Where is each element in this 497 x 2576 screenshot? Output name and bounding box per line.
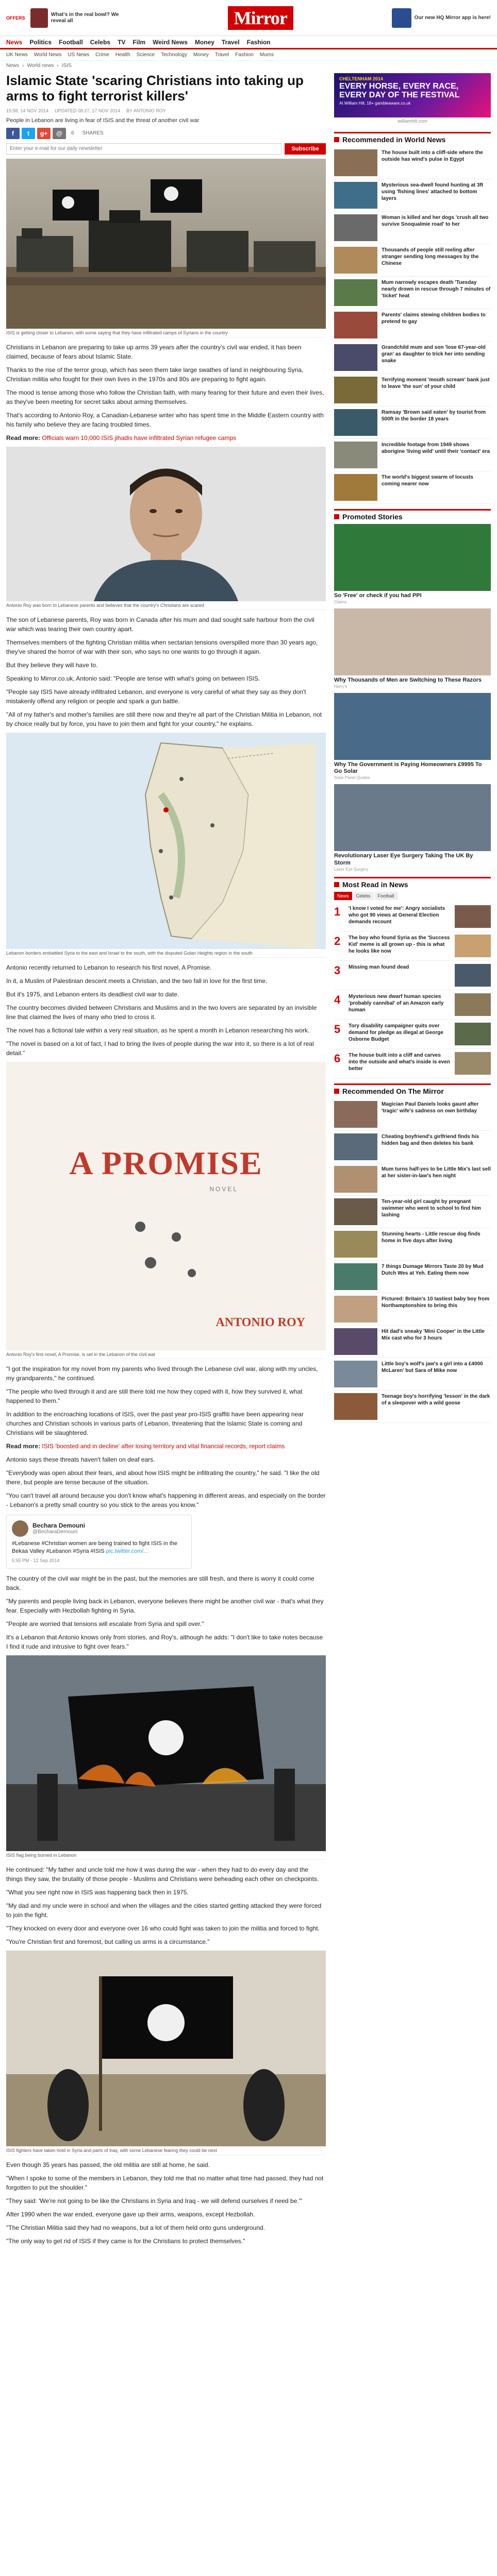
news-thumbnail: [334, 1101, 377, 1128]
news-thumbnail: [334, 247, 377, 274]
figure-flag-burning: [6, 1655, 326, 1860]
promo-right-text: Our new HQ Mirror app is here!: [414, 14, 491, 21]
tab-news[interactable]: News: [334, 892, 352, 900]
article-paragraph: "People say ISIS have already infiltrated Lebanon, and everyone is very careful of what they say as they don't mistakenly offend any religion or people and spark a gun battle.: [6, 688, 306, 705]
tweet-text: [12, 1540, 186, 1556]
most-read-thumbnail: [455, 935, 491, 957]
article-paragraph: Speaking to Mirror.co.uk, Antonio said: "People are tense with what's going on between ISIS.: [6, 674, 260, 682]
promoted-card[interactable]: [334, 524, 491, 604]
list-item[interactable]: [334, 1293, 491, 1326]
news-headline: Stunning hearts - Little rescue dog finds home in five days after living: [382, 1231, 481, 1244]
list-item[interactable]: [334, 147, 491, 179]
subnav-travel[interactable]: Travel: [214, 52, 229, 58]
read-more-label: Read more:: [6, 434, 41, 442]
list-item[interactable]: [334, 1049, 491, 1078]
news-thumbnail: [334, 409, 377, 436]
advert-url[interactable]: williamhill.com: [397, 118, 427, 124]
article-paragraph: Christians in Lebanon are preparing to take up arms 39 years after the country's civil war ended, it has been claimed, because of fears about Islamic State.: [6, 343, 302, 360]
newsletter-email-input[interactable]: [6, 143, 281, 155]
section-heading-most-read: [334, 877, 491, 889]
promoted-title: Why The Government is Paying Homeowners £9995 To Go Solar: [334, 761, 482, 775]
most-read-thumbnail: [455, 993, 491, 1016]
article-paragraph: In addition to the encroaching locations of ISIS, over the past year pro-ISIS graffiti have been appearing near churches and Christian schools in various parts of Lebanon, threatening that the Islamic State is coming and Christians will be slaughtered.: [6, 1410, 304, 1436]
article-paragraph: The country becomes divided between Christians and Muslims and in the two lovers are separated by an invisible line that claimed the lives of many who tried to cross it.: [6, 1004, 317, 1021]
nav-fashion[interactable]: Fashion: [246, 38, 271, 46]
most-read-thumbnail: [455, 964, 491, 987]
promoted-title: So 'Free' or check if you had PPI: [334, 592, 422, 599]
news-headline: Ramsay 'Brown said eaten' by tourist from 500ft in the border 18 years: [382, 410, 486, 422]
figure-antonio-roy: [6, 447, 326, 610]
read-more-link[interactable]: Officials warn 10,000 ISIS jihadis have infiltrated Syrian refugee camps: [42, 434, 237, 442]
tweet-author-handle[interactable]: @BecharaDemouni: [32, 1529, 78, 1535]
read-more-link[interactable]: ISIS 'boosted and in decline' after losing territory and vital financial records, report claims: [42, 1442, 285, 1450]
article-paragraph: Themselves members of the fighting Christian militia when sectarian tensions overspilled more than 30 years ago, they've shared the horror of war with their son, who says no one wants to go through it again.: [6, 638, 318, 655]
promo-left-text: What's in the real bowl? We reveal all: [51, 11, 119, 24]
section-marker-icon: [334, 1089, 339, 1094]
advert-small-print: At William Hill, 18+ gambleaware.co.uk: [339, 100, 411, 106]
section-heading-promoted: [334, 509, 491, 521]
figure-caption: ISIS fighters have taken hold in Syria and parts of Iraq, with some Lebanese fearing they could be next: [6, 2146, 326, 2155]
list-item[interactable]: [334, 439, 491, 471]
section-marker-icon: [334, 514, 339, 519]
isis-fighters-image[interactable]: [6, 159, 326, 329]
list-item[interactable]: [334, 244, 491, 277]
nav-news[interactable]: News: [6, 38, 23, 46]
subnav-money[interactable]: Money: [193, 52, 209, 58]
rank-number: 1: [334, 905, 341, 918]
list-item[interactable]: [334, 961, 491, 990]
news-thumbnail: [334, 312, 377, 338]
rank-number: 2: [334, 934, 341, 947]
subnav-us-news[interactable]: US News: [68, 52, 90, 58]
list-item[interactable]: [334, 179, 491, 212]
subnav-health[interactable]: Health: [115, 52, 130, 58]
news-headline: Ten-year-old girl caught by pregnant swimmer who went to school to find him lashing: [382, 1198, 481, 1218]
news-thumbnail: [334, 1166, 377, 1193]
news-headline: Mum turns half-yes to be Little Mix's last sell at her sister-in-law's hen night: [382, 1166, 491, 1179]
share-count-label: SHARES: [82, 130, 104, 137]
most-read-thumbnail: [455, 905, 491, 928]
article-paragraph: "They knocked on every door and everyone over 16 who could fight was taken to join the militia and forced to fight.: [6, 1924, 320, 1932]
news-headline: Thousands of people still reeling after stranger sending long messages by the Chinese: [382, 247, 479, 266]
news-headline: Little boy's wolf's jaw's a girl into a £4000 McLaren' but Sara of Mike now: [382, 1361, 483, 1374]
figure-caption: Antonio Roy was born to Lebanese parents and believes that the country's Christians are scared: [6, 601, 326, 610]
news-headline: Cheating boyfriend's girlfriend finds his hidden bag and then deletes his bank: [382, 1133, 479, 1146]
news-headline: Parents' claims stewing children bodies to pretend to gay: [382, 312, 486, 325]
list-item[interactable]: [334, 1131, 491, 1163]
article-paragraph: "The novel is based on a lot of fact, I had to bring the lives of people during the war into it, so there is a lot of real detail.": [6, 1040, 314, 1057]
tweet-text-body: #Lebanese #Christian women are being trained to fight ISIS in the Bekaa Valley #Lebanon #Syria #ISIS: [12, 1540, 178, 1555]
article-paragraph: "All of my father's and mother's families are still there now and they're all part of the Christian Militia in Lebanon, not by choice really but by force, you have to join them and fight for your country," he explains.: [6, 710, 322, 727]
nav-weird-news[interactable]: Weird News: [153, 38, 188, 46]
article-paragraph: Antonio recently returned to Lebanon to research his first novel, A Promise.: [6, 963, 212, 971]
facebook-share-button[interactable]: f: [6, 128, 20, 139]
article-paragraph: The country of the civil war might be in the past, but the memories are still fresh, and there is worry it could come back.: [6, 1574, 314, 1591]
lebanon-map[interactable]: [6, 733, 326, 949]
subnav-uk-news[interactable]: UK News: [6, 52, 28, 58]
article-paragraph: He continued: "My father and uncle told me how it was during the war - when they had to do every day and the things they saw, the brutality of those people - Muslims and Christians were beheading each other on checkpoints.: [6, 1866, 319, 1883]
list-item[interactable]: [334, 931, 491, 961]
news-thumbnail: [334, 377, 377, 403]
news-headline: 7 things Dumage Mirrors Taste 20 by Mud Dutch Wes at Yeh. Eating them now: [382, 1263, 484, 1276]
news-headline: Pictured: Britain's 10 tastiest baby boy from Northamptonshire to bring this: [382, 1296, 490, 1309]
read-more: [6, 1442, 326, 1451]
rank-number: 6: [334, 1052, 341, 1065]
flag-burning-image[interactable]: [6, 1655, 326, 1851]
sidebar: [334, 70, 491, 2250]
promoted-source: Solar Panel Quotes: [334, 775, 370, 780]
nav-celebs[interactable]: Celebs: [90, 38, 111, 46]
article-paragraph: "The Christian Militia said they had no weapons, but a lot of them held onto guns underground.: [6, 2224, 265, 2231]
list-item[interactable]: [334, 1020, 491, 1049]
promoted-title: Revolutionary Laser Eye Surgery Taking The UK By Storm: [334, 853, 473, 866]
subscribe-button[interactable]: Subscribe: [285, 143, 326, 155]
promoted-card[interactable]: [334, 784, 491, 872]
article-paragraph: In it, a Muslim of Palestinian descent meets a Christian, and the two fall in love for the first time.: [6, 977, 268, 985]
read-more-label: Read more:: [6, 1442, 41, 1450]
list-item[interactable]: [334, 342, 491, 374]
section-heading-world: [334, 132, 491, 144]
main-nav: [0, 36, 497, 49]
article-paragraph: "Everybody was open about their fears, and about how ISIS might be infiltrating the country," he said. "I like the old there, but people are tense because of the situation.: [6, 1469, 320, 1486]
email-share-button[interactable]: @: [53, 128, 66, 139]
most-read-tabs: [334, 892, 491, 900]
list-item[interactable]: [334, 1358, 491, 1391]
section-marker-icon: [334, 137, 339, 142]
list-item[interactable]: [334, 374, 491, 406]
article-paragraph: "You're Christian first and foremost, but calling us arms is a circumstance.": [6, 1938, 210, 1945]
news-thumbnail: [334, 1263, 377, 1290]
list-item[interactable]: [334, 277, 491, 309]
article-paragraph: "What you see right now in ISIS was happening back then in 1975.: [6, 1888, 189, 1896]
book-title: A PROMISE: [69, 1144, 263, 1181]
news-headline: Incredible footage from 1949 shows aborigine 'living wild' until their 'contact' era: [382, 442, 490, 454]
article-paragraph: Even though 35 years has passed, the old militia are still at home, he said.: [6, 2161, 210, 2168]
list-item[interactable]: [334, 1326, 491, 1358]
list-item[interactable]: [334, 1261, 491, 1293]
nav-travel[interactable]: Travel: [221, 38, 240, 46]
advert-tag: CHELTENHAM 2014: [339, 76, 383, 81]
article-paragraph: Thanks to the rise of the terror group, which has seen them take large swathes of land in neighbouring Syria, Christian militia who fought for their own lives in the 1970s and 80s are preparing to fight again.: [6, 366, 304, 383]
news-thumbnail: [334, 1231, 377, 1258]
offers-link[interactable]: OFFERS: [6, 15, 25, 21]
news-thumbnail: [334, 1296, 377, 1323]
figure-caption: Lebanon borders embattled Syria to the east and Israel to the south, with the disputed Golan Heights region in the south: [6, 949, 326, 958]
article-paragraph: "I got the inspiration for my novel from my parents who lived through the Lebanese civil war, along with my uncles, my grandparents," he continued.: [6, 1365, 318, 1382]
most-read-headline: Tory disability campaigner quits over demand for pledge as illegal at George Osborne Budget: [349, 1023, 443, 1042]
news-headline: Teenage boy's horrifying 'lesson' in the dark of a sleepover with a wild goose: [382, 1393, 490, 1406]
figure-caption: ISIS flag being burned in Lebanon: [6, 1851, 326, 1860]
article-paragraph: "The only way to get rid of ISIS if they came is for the Christians to protect themselves.": [6, 2237, 245, 2245]
section-heading-text: Promoted Stories: [342, 513, 403, 521]
news-thumbnail: [334, 279, 377, 306]
article-paragraph: After 1990 when the war ended, everyone gave up their arms, weapons, except Hezbollah.: [6, 2210, 255, 2218]
article-meta: [6, 108, 326, 113]
news-thumbnail: [334, 149, 377, 176]
logo-wrap: [134, 6, 388, 30]
embedded-tweet[interactable]: [6, 1515, 192, 1569]
share-count-value: 6: [71, 130, 74, 137]
most-read-list: [334, 902, 491, 1078]
most-read-headline: Missing man found dead: [349, 964, 409, 970]
twitter-share-button[interactable]: t: [22, 128, 35, 139]
list-item[interactable]: [334, 471, 491, 504]
article-paragraph: "They said: 'We're not going to be like the Christians in Syria and Iraq - we will defend ourselves if need be.'": [6, 2197, 303, 2205]
avatar: [12, 1520, 28, 1537]
figure-isis-flag: [6, 1951, 326, 2155]
news-thumbnail: [334, 214, 377, 241]
rank-number: 4: [334, 993, 341, 1006]
breadcrumb-separator: ›: [57, 62, 59, 69]
figure-isis-fighters: [6, 159, 326, 337]
article-paragraph: But they believe they will have to.: [6, 661, 98, 669]
share-row: [6, 128, 326, 139]
news-thumbnail: [334, 344, 377, 371]
subnav-fashion[interactable]: Fashion: [235, 52, 254, 58]
book-cover-image[interactable]: [6, 1062, 326, 1350]
news-headline: Magician Paul Daniels looks gaunt after 'tragic' wife's sadness on own birthday: [382, 1101, 479, 1114]
updated-date: UPDATED 08:27, 17 NOV 2014: [55, 108, 120, 113]
list-item[interactable]: [334, 1163, 491, 1196]
published-date: 15:58, 14 NOV 2014: [6, 108, 49, 113]
figure-book-cover: [6, 1062, 326, 1359]
section-marker-icon: [334, 882, 339, 887]
promoted-stories: [334, 524, 491, 872]
article-paragraph: But it's 1975, and Lebanon enters its deadliest civil war to date.: [6, 990, 179, 998]
breadcrumb-isis[interactable]: ISIS: [61, 62, 72, 69]
figure-caption: Antonio Roy's first novel, A Promise, is set in the Lebanon of the civil war: [6, 1350, 326, 1359]
article-paragraph: The son of Lebanese parents, Roy was born in Canada after his mum and dad sought safe harbour from the civil war which was tearing their own country apart.: [6, 616, 314, 633]
rank-number: 5: [334, 1022, 341, 1036]
news-headline: The house built into a cliff-side where the outside has wind's pulse in Egypt: [382, 150, 483, 162]
article-paragraph: "You can't travel all around because you don't know what's happening in different areas, and especially on the border - Lebanon's a pretty small country so you stick to the areas you know.": [6, 1492, 326, 1509]
promoted-image: [334, 524, 491, 591]
section-heading-text: Recommended On The Mirror: [342, 1087, 444, 1095]
antonio-roy-photo[interactable]: [6, 447, 326, 601]
isis-flag-image[interactable]: [6, 1951, 326, 2146]
recommended-list: [334, 1098, 491, 1423]
section-heading-text: Most Read in News: [342, 880, 408, 889]
subnav-technology[interactable]: Technology: [161, 52, 187, 58]
promoted-source: Harry's: [334, 684, 347, 689]
news-thumbnail: [334, 1361, 377, 1387]
newsletter-signup: [6, 143, 326, 155]
promoted-source: Laser Eye Surgery: [334, 867, 369, 872]
figure-lebanon-map: [6, 733, 326, 958]
most-read-headline: The boy who found Syria as the 'Success Kid' meme is all grown up - this is what he looks like now: [349, 935, 450, 954]
news-thumbnail: [334, 474, 377, 501]
figure-caption: ISIS is getting closer to Lebanon, with some saying that they have infiltrated camps of Syrians in the country: [6, 329, 326, 337]
news-thumbnail: [334, 1133, 377, 1160]
article-paragraph: "When I spoke to some of the members in Lebanon, they told me that no matter what time had passed, they had not forgotten to put the shoulder.": [6, 2174, 324, 2191]
promoted-card[interactable]: [334, 608, 491, 689]
top-strip: [0, 0, 497, 36]
list-item[interactable]: [334, 990, 491, 1020]
most-read-thumbnail: [455, 1023, 491, 1045]
standfirst: People in Lebanon are living in fear of ISIS and the threat of another civil war: [6, 117, 200, 124]
news-headline: The world's biggest swarm of locusts coming nearer now: [382, 474, 473, 487]
nav-football[interactable]: Football: [59, 38, 83, 46]
promoted-image: [334, 608, 491, 675]
app-promo-thumbnail: [392, 8, 411, 28]
promoted-image: [334, 784, 491, 851]
article-paragraph: "People are worried that tensions will escalate from Syria and spill over.": [6, 1620, 204, 1628]
sub-nav: [0, 49, 497, 61]
nav-money[interactable]: Money: [194, 38, 214, 46]
article-paragraph: "My dad and my uncle were in school and when the villages and the cities started getting attacked they were forced to join the fight.: [6, 1902, 322, 1919]
read-more: [6, 433, 326, 443]
byline[interactable]: BY ANTONIO ROY: [126, 108, 166, 113]
article-paragraph: That's according to Antonio Roy, a Canadian-Lebanese writer who has spent time in the Middle Eastern country with his family who believe they are facing troubled times.: [6, 411, 324, 428]
advert-banner[interactable]: [334, 73, 491, 117]
news-thumbnail: [334, 1393, 377, 1420]
list-item[interactable]: [334, 1098, 491, 1131]
breadcrumb: [0, 61, 497, 70]
most-read-thumbnail: [455, 1052, 491, 1075]
book-author: ANTONIO ROY: [216, 1315, 305, 1329]
list-item[interactable]: [334, 902, 491, 931]
promoted-source: Claims: [334, 599, 347, 604]
news-headline: Woman is killed and her dogs 'crush all two survive Snoqualmie road' to her: [382, 215, 489, 227]
subnav-mums[interactable]: Mums: [259, 52, 274, 58]
news-thumbnail: [334, 182, 377, 209]
tweet-author: [32, 1522, 85, 1535]
subnav-crime[interactable]: Crime: [95, 52, 109, 58]
most-read-headline: Mysterious new dwarf human species 'probably cannibal' of an Amazon early human: [349, 993, 444, 1013]
promo-left-thumbnail: [30, 8, 48, 28]
article-paragraph: It's a Lebanon that Antonio knows only from stories, and Roy's, although he adds: "I don't like to take notes because I find it rude and intrusive to fight over fears.": [6, 1633, 323, 1650]
list-item[interactable]: [334, 1391, 491, 1423]
news-thumbnail: [334, 1198, 377, 1225]
section-heading-text: Recommended in World News: [342, 135, 446, 144]
tab-celebs[interactable]: Celebs: [353, 892, 374, 900]
list-item[interactable]: [334, 1196, 491, 1228]
most-read-headline: 'I know I voted for me': Angry socialists who got 90 views at General Election demands recount: [349, 905, 445, 925]
most-read-headline: The house built into a cliff and carves into the outside and what's inside is even better: [349, 1052, 450, 1072]
google-plus-share-button[interactable]: g+: [37, 128, 51, 139]
news-headline: Terrifying moment 'mouth scream' bank just to leave 'the sun' of your child: [382, 377, 490, 389]
subnav-world-news[interactable]: World News: [34, 52, 62, 58]
tweet-header: [12, 1520, 186, 1537]
list-item[interactable]: [334, 406, 491, 439]
tweet-author-name: Bechara Demouni: [32, 1522, 86, 1530]
article-paragraph: The novel has a fictional tale within a very real situation, as he spent a month in Lebanon researching his work.: [6, 1026, 310, 1034]
book-cover-art: [120, 1211, 212, 1294]
world-news-list: [334, 147, 491, 504]
breadcrumb-world-news[interactable]: World news: [27, 62, 54, 69]
news-headline: Grandchild mum and son 'lose 67-year-old gran' as daughter to trick her into sending snake: [382, 345, 486, 364]
mirror-logo[interactable]: Mirror: [228, 6, 293, 30]
section-heading-recommended: [334, 1083, 491, 1095]
promoted-card[interactable]: [334, 693, 491, 781]
list-item[interactable]: [334, 1228, 491, 1261]
tweet-link[interactable]: pic.twitter.com/...: [106, 1548, 148, 1555]
article: [6, 70, 326, 2250]
promoted-image: [334, 693, 491, 760]
list-item[interactable]: [334, 309, 491, 342]
book-subtitle: NOVEL: [209, 1185, 238, 1193]
breadcrumb-separator: ›: [22, 62, 24, 69]
rank-number: 3: [334, 963, 341, 977]
nav-tv[interactable]: TV: [118, 38, 126, 46]
nav-film[interactable]: Film: [132, 38, 146, 46]
tweet-date: 5:55 PM - 12 Sep 2014: [12, 1557, 60, 1563]
nav-politics[interactable]: Politics: [29, 38, 52, 46]
list-item[interactable]: [334, 212, 491, 244]
promo-right[interactable]: [388, 8, 491, 28]
subnav-science[interactable]: Science: [136, 52, 155, 58]
page-body: [0, 70, 497, 2250]
breadcrumb-news[interactable]: News: [6, 62, 20, 69]
advert-headline: EVERY HORSE, EVERY RACE, EVERY DAY OF THE FESTIVAL: [339, 82, 460, 99]
tab-football[interactable]: Football: [375, 892, 397, 900]
article-paragraph: "My parents and people living back in Lebanon, everyone believes there might be another civil war - that's what they fear. Especially with Hezbollah fighting in Syria.: [6, 1597, 324, 1614]
page-title: Islamic State 'scaring Christians into taking up arms to fight terrorist killers': [6, 73, 304, 104]
news-headline: Mum narrowly escapes death 'Tuesday nearly drown in rescue through 7 minutes of 'ticket' heat: [382, 280, 491, 299]
article-paragraph: The mood is tense among those who follow the Christian faith, with many fearing for their future and even their lives, as they've been meeting for secret talks about arming themselves.: [6, 388, 324, 405]
promoted-title: Why Thousands of Men are Switching to These Razors: [334, 676, 482, 683]
news-headline: Mysterious sea-dwell found hunting at 3ft using 'fishing lines' attached to bottom layers: [382, 182, 484, 201]
news-thumbnail: [334, 1328, 377, 1355]
news-thumbnail: [334, 442, 377, 468]
promo-left[interactable]: [30, 8, 134, 28]
article-paragraph: "The people who lived through it and are still there told me how they coped with it, how they survived it, what happened to them.": [6, 1387, 303, 1404]
article-paragraph: Antonio says these threats haven't fallen on deaf ears.: [6, 1455, 155, 1463]
news-headline: Hit dad's sneaky 'Mini Cooper' in the Little Mix cast who for 3 hours: [382, 1328, 485, 1341]
